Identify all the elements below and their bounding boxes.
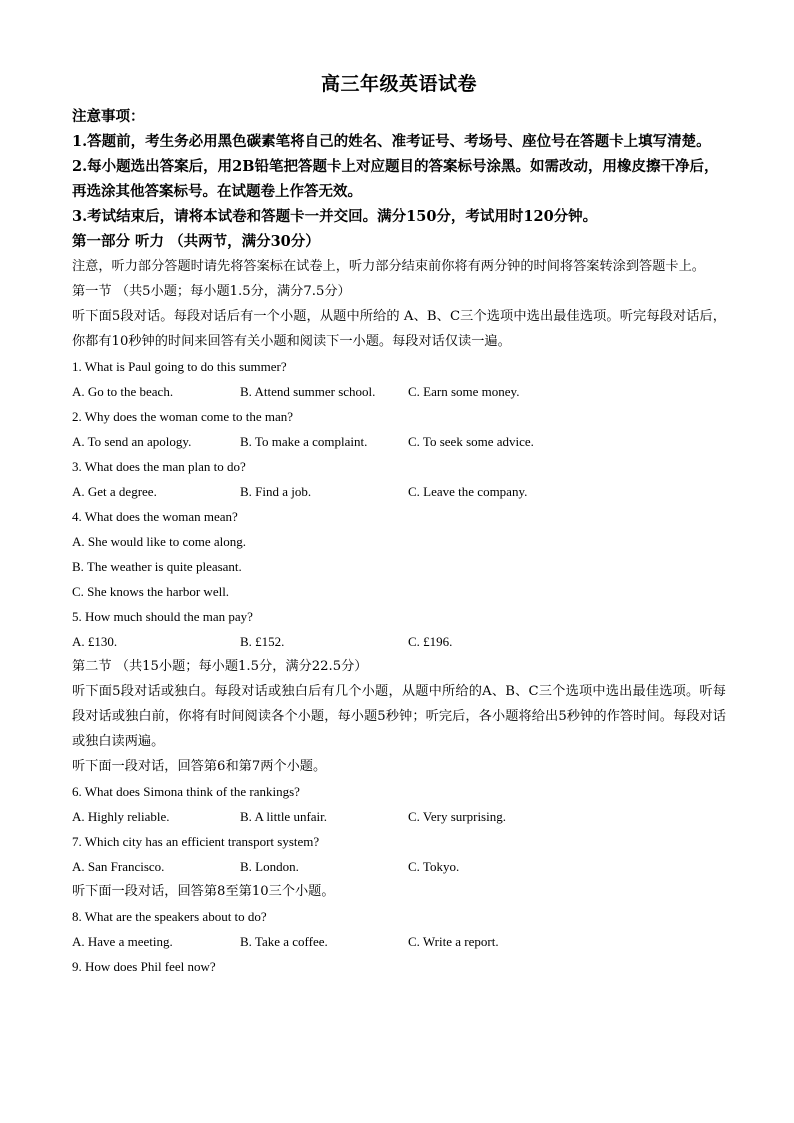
option-c: C. She knows the harbor well. bbox=[72, 584, 230, 599]
question-7: 7. Which city has an efficient transport system? bbox=[72, 834, 320, 849]
question-3-options bbox=[72, 479, 726, 504]
dialogue-lead-1: 听下面一段对话，回答第6和第7两个小题。 bbox=[72, 759, 327, 774]
question-6-options bbox=[72, 804, 726, 829]
option-a: A. £130. bbox=[72, 634, 118, 649]
option-c: C. Write a report. bbox=[408, 934, 499, 949]
section1-instructions: 听下面5段对话。每段对话后有一个小题，从题中所给的 A、B、C三个选项中选出最佳选项。听完每段对话后，你都有10秒钟的时间来回答有关小题和阅读下一小题。每段对话仅读一遍。 bbox=[72, 309, 726, 349]
part1-note: 注意，听力部分答题时请先将答案标在试卷上，听力部分结束前你将有两分钟的时间将答案转涂到答题卡上。 bbox=[72, 259, 705, 274]
page-title: 高三年级英语试卷 bbox=[320, 73, 477, 95]
option-b: B. A little unfair. bbox=[240, 809, 328, 824]
question-2-options bbox=[72, 429, 726, 454]
section2-instructions: 听下面5段对话或独白。每段对话或独白后有几个小题，从题中所给的A、B、C三个选项中选出最佳选项。听每段对话或独白前，你将有时间阅读各个小题，每小题5秒钟；听完后，各小题将给出5秒钟的作答时间。每段对话或独白读两遍。 bbox=[72, 684, 726, 749]
question-7-options bbox=[72, 854, 726, 879]
part1-heading: 第一部分 听力 （共两节，满分30分） bbox=[72, 233, 320, 250]
option-a: A. Have a meeting. bbox=[72, 934, 173, 949]
notice-item-1: 1.答题前，考生务必用黑色碳素笔将自己的姓名、准考证号、考场号、座位号在答题卡上填写清楚。 bbox=[72, 133, 711, 150]
question-6: 6. What does Simona think of the rankings? bbox=[72, 784, 300, 799]
option-c: C. Earn some money. bbox=[408, 384, 520, 399]
option-c: C. Tokyo. bbox=[408, 859, 460, 874]
option-b: B. £152. bbox=[240, 634, 285, 649]
section2-heading: 第二节 （共15小题；每小题1.5分，满分22.5分） bbox=[72, 659, 368, 674]
option-c: C. £196. bbox=[408, 634, 453, 649]
notice-heading: 注意事项： bbox=[72, 108, 145, 125]
option-a: A. Get a degree. bbox=[72, 484, 157, 499]
option-b: B. Find a job. bbox=[240, 484, 312, 499]
exam-page bbox=[72, 70, 726, 979]
option-b: B. To make a complaint. bbox=[240, 434, 368, 449]
question-5: 5. How much should the man pay? bbox=[72, 609, 253, 624]
question-9: 9. How does Phil feel now? bbox=[72, 959, 216, 974]
dialogue-lead-2: 听下面一段对话，回答第8至第10三个小题。 bbox=[72, 884, 335, 899]
question-1-options bbox=[72, 379, 726, 404]
question-5-options bbox=[72, 629, 726, 654]
option-a: A. Highly reliable. bbox=[72, 809, 170, 824]
question-3: 3. What does the man plan to do? bbox=[72, 459, 246, 474]
question-4: 4. What does the woman mean? bbox=[72, 509, 238, 524]
question-8-options bbox=[72, 929, 726, 954]
question-1: 1. What is Paul going to do this summer? bbox=[72, 359, 287, 374]
question-8: 8. What are the speakers about to do? bbox=[72, 909, 267, 924]
notice-item-3: 3.考试结束后，请将本试卷和答题卡一并交回。满分150分，考试用时120分钟。 bbox=[72, 208, 598, 225]
option-b: B. Attend summer school. bbox=[240, 384, 376, 399]
option-c: C. To seek some advice. bbox=[408, 434, 534, 449]
option-b: B. Take a coffee. bbox=[240, 934, 328, 949]
option-c: C. Very surprising. bbox=[408, 809, 506, 824]
option-a: A. To send an apology. bbox=[72, 434, 192, 449]
notice-item-2: 2.每小题选出答案后，用2B铅笔把答题卡上对应题目的答案标号涂黑。如需改动，用橡皮擦干净后，再选涂其他答案标号。在试题卷上作答无效。 bbox=[72, 158, 719, 200]
section1-heading: 第一节 （共5小题；每小题1.5分，满分7.5分） bbox=[72, 284, 351, 299]
option-a: A. She would like to come along. bbox=[72, 534, 247, 549]
option-a: A. San Francisco. bbox=[72, 859, 165, 874]
option-b: B. The weather is quite pleasant. bbox=[72, 559, 242, 574]
option-c: C. Leave the company. bbox=[408, 484, 528, 499]
option-a: A. Go to the beach. bbox=[72, 384, 174, 399]
question-2: 2. Why does the woman come to the man? bbox=[72, 409, 294, 424]
option-b: B. London. bbox=[240, 859, 299, 874]
